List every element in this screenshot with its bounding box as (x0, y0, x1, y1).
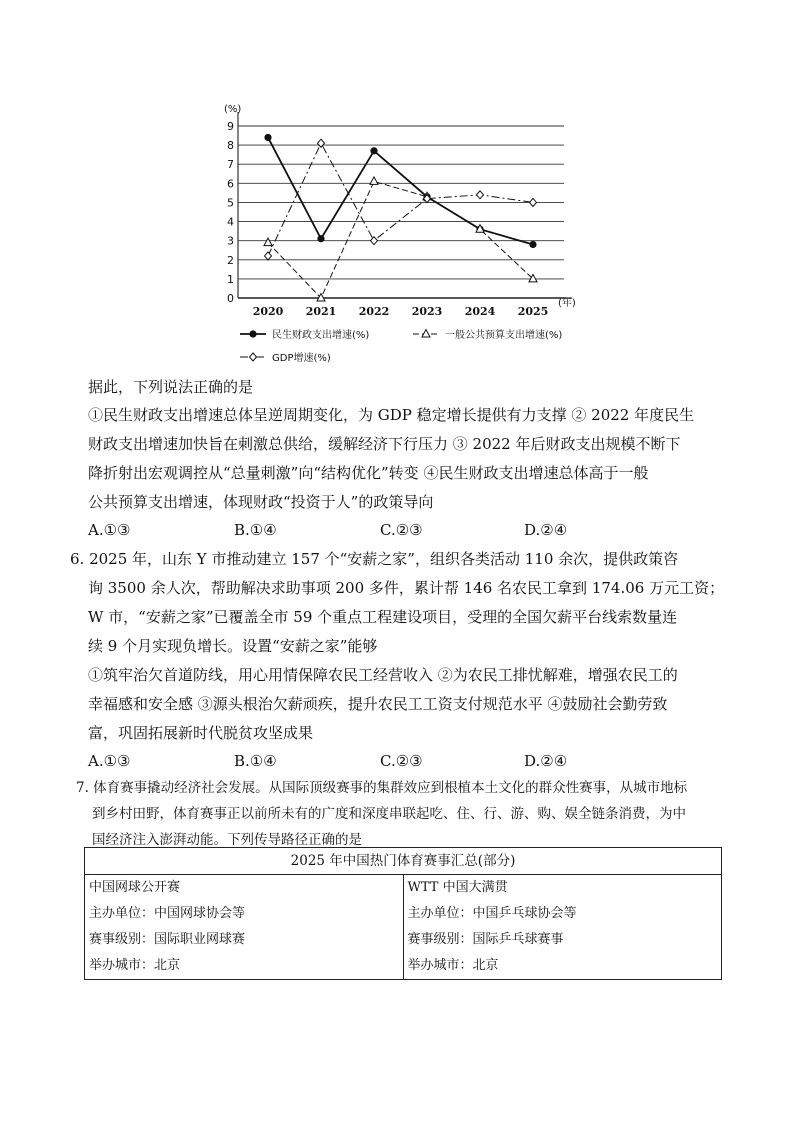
q6-option-b[interactable]: B.①④ (234, 752, 277, 770)
q5-statement-line: 公共预算支出增速，体现财政“投资于人”的政策导向 (88, 493, 434, 511)
x-axis-unit: (年) (558, 298, 576, 309)
x-tick-label: 2022 (358, 305, 390, 318)
event-name: WTT 中国大满贯 (407, 880, 508, 895)
y-tick-label: 5 (227, 196, 234, 210)
event-level: 赛事级别：国际乒乓球赛事 (407, 932, 564, 947)
event-city: 举办城市：北京 (407, 958, 499, 973)
minsheng-series-point (370, 147, 377, 154)
table-caption: 2025 年中国热门体育赛事汇总(部分) (85, 848, 722, 875)
q6-line: 幸福感和安全感 ③源头根治欠薪顽疾，提升农民工工资支付规范水平 ④鼓励社会勤劳致 (88, 695, 668, 713)
y-tick-label: 8 (227, 139, 234, 153)
event-level: 赛事级别：国际职业网球赛 (89, 932, 246, 947)
x-tick-label: 2024 (464, 305, 496, 318)
legend-label: 民生财政支出增速(%) (272, 330, 370, 341)
legend-marker (249, 330, 256, 337)
gdp-series-point (265, 252, 272, 260)
y-tick-label: 7 (227, 158, 234, 172)
legend-marker (422, 330, 430, 338)
event-name: 中国网球公开赛 (89, 880, 181, 895)
y-tick-label: 1 (227, 272, 234, 286)
budget-series-line (268, 181, 533, 298)
event-organizer: 主办单位：中国网球协会等 (89, 906, 246, 921)
x-tick-label: 2020 (252, 305, 284, 318)
q7-line: 7. 体育赛事撬动经济社会发展。从国际顶级赛事的集群效应到根植本土文化的群众性赛事，从城市地标 (76, 780, 688, 796)
q6-option-c[interactable]: C.②③ (380, 752, 423, 770)
q6-line: W 市，“安薪之家”已覆盖全市 59 个重点工程建设项目，受理的全国欠薪平台线索数量连 (88, 608, 678, 626)
gdp-series-point (477, 191, 484, 199)
gdp-series-point (318, 139, 325, 147)
budget-series-point (529, 274, 537, 282)
q5-statement-line: 降折射出宏观调控从“总量刺激”向“结构优化”转变 ④民生财政支出增速总体高于一般 (88, 464, 649, 482)
q6-line: 富，巩固拓展新时代脱贫攻坚成果 (88, 724, 314, 742)
minsheng-series-line (268, 137, 533, 244)
q6-option-a[interactable]: A.①③ (88, 752, 131, 770)
event-organizer: 主办单位：中国乒乓球协会等 (407, 906, 577, 921)
y-tick-label: 0 (227, 292, 234, 305)
q7-line: 到乡村田野，体育赛事正以前所未有的广度和深度串联起吃、住、行、游、购、娱全链条消费，为中 (92, 806, 686, 822)
legend-label: GDP增速(%) (272, 353, 331, 364)
legend-label: 一般公共预算支出增速(%) (445, 330, 563, 341)
y-tick-label: 4 (227, 215, 234, 229)
budget-series-point (370, 177, 378, 185)
y-axis-label: (%) (224, 104, 242, 115)
events-table (84, 847, 722, 980)
q6-line: 询 3500 余人次，帮助解决求助事项 200 多件，累计帮 146 名农民工拿到 174.06 万元工资； (88, 579, 725, 597)
x-tick-label: 2021 (305, 305, 337, 318)
q5-prompt: 据此，下列说法正确的是 (88, 378, 254, 396)
q5-statement-line: 财政支出增速加快旨在刺激总供给，缓解经济下行压力 ③ 2022 年后财政支出规模不断下 (88, 435, 681, 453)
q6-option-d[interactable]: D.②④ (524, 752, 568, 770)
x-tick-label: 2023 (411, 305, 443, 318)
gdp-series-line (268, 143, 533, 256)
q6-line: ①筑牢治欠首道防线，用心用情保障农民工经营收入 ②为农民工排忧解难，增强农民工的 (88, 666, 678, 684)
q5-option-b[interactable]: B.①④ (234, 521, 277, 539)
q6-line: 6. 2025 年，山东 Y 市推动建立 157 个“安薪之家”，组织各类活动 110 余次，提供政策咨 (70, 550, 679, 568)
y-tick-label: 6 (227, 177, 234, 191)
q6-line: 续 9 个月实现负增长。设置“安薪之家”能够 (88, 637, 378, 655)
q5-statement-line: ①民生财政支出增速总体呈逆周期变化，为 GDP 稳定增长提供有力支撑 ② 2022 年度民生 (88, 406, 695, 424)
y-tick-label: 3 (227, 234, 234, 248)
y-tick-label: 9 (227, 120, 234, 133)
y-tick-label: 2 (227, 253, 234, 267)
q5-option-a[interactable]: A.①③ (88, 521, 131, 539)
minsheng-series-point (317, 235, 324, 242)
x-tick-label: 2025 (517, 305, 549, 318)
line-chart (218, 92, 598, 372)
table-cell-left (85, 875, 404, 980)
budget-series-point (264, 238, 272, 246)
event-city: 举办城市：北京 (89, 958, 181, 973)
minsheng-series-point (529, 241, 536, 248)
gdp-series-point (530, 198, 537, 206)
table-cell-right (403, 875, 722, 980)
gdp-series-point (371, 237, 378, 245)
q7-line: 国经济注入澎湃动能。下列传导路径正确的是 (92, 832, 362, 848)
minsheng-series-point (264, 134, 271, 141)
legend-marker (250, 353, 257, 361)
q5-option-c[interactable]: C.②③ (380, 521, 423, 539)
q5-option-d[interactable]: D.②④ (524, 521, 568, 539)
